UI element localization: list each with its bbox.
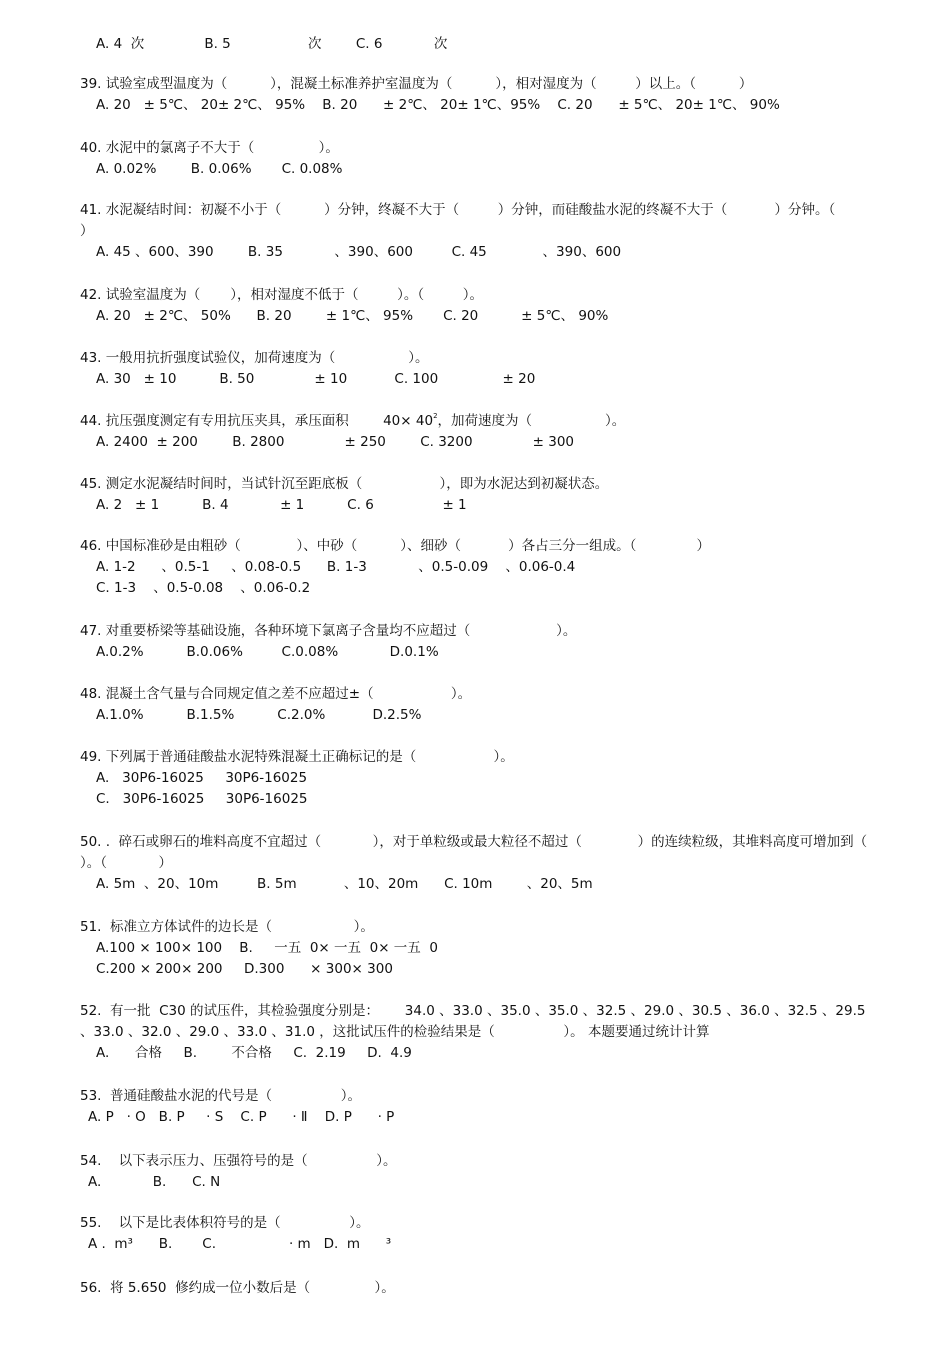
answer-options: A. P · O B. P · S C. P · Ⅱ D. P · P <box>88 1109 395 1125</box>
answer-options: C. 30P6-16025 30P6-16025 <box>96 791 308 807</box>
question-stem <box>80 474 880 495</box>
answer-options: A. 合格 B. 不合格 C. 2.19 D. 4.9 <box>96 1045 412 1061</box>
answer-options: A.100 × 100× 100 B. 一五 0× 一五 0× 一五 0 <box>96 940 438 956</box>
question-q53 <box>80 1086 880 1128</box>
question-stem <box>80 285 880 306</box>
stem-text: 51. 标准立方体试件的边长是（ ）。 <box>80 919 374 935</box>
answer-options: A.1.0% B.1.5% C.2.0% D.2.5% <box>96 707 422 723</box>
question-q43 <box>80 348 880 390</box>
answer-options: A. 5m 、20、10m B. 5m 、10、20m C. 10m 、20、5m <box>96 876 593 892</box>
stem-text: 56. 将 5.650 修约成一位小数后是（ ）。 <box>80 1280 395 1296</box>
stem-text: 41. 水泥凝结时间：初凝不小于（ ）分钟，终凝不大于（ ）分钟，而硅酸盐水泥的终凝不大于（ ）分钟。（ ） <box>80 202 887 239</box>
stem-text: 52. 有一批 C30 的试压件，其检验强度分别是： 34.0 、33.0 、35.0 、35.0 、32.5 、29.0 、30.5 、36.0 、32.5 、29.5 、33.0 、32.0 、29.0 、33.0 、31.0 ，这批试压件的检验结果是（ ）。 本题要通过统计计算 <box>80 1003 870 1040</box>
stem-text: 46. 中国标准砂是由粗砂（ ）、中砂（ ）、细砂（ ）各占三分一组成。（ ） <box>80 538 710 554</box>
question-q40 <box>80 138 880 180</box>
answer-options: A. 0.02% B. 0.06% C. 0.08% <box>96 161 343 177</box>
answer-options: A. 30 ± 10 B. 50 ± 10 C. 100 ± 20 <box>96 371 536 387</box>
answer-options: A. 45 、600、390 B. 35 、390、600 C. 45 、390、600 <box>96 244 622 260</box>
stem-text: 48. 混凝土含气量与合同规定值之差不应超过±（ ）。 <box>80 686 472 702</box>
stem-text: 55. 以下是比表体积符号的是（ ）。 <box>80 1215 370 1231</box>
stem-text: 53. 普通硅酸盐水泥的代号是（ ）。 <box>80 1088 361 1104</box>
question-stem <box>80 684 880 705</box>
question-stem <box>80 1278 880 1299</box>
question-stem <box>80 74 880 95</box>
question-stem <box>80 747 880 768</box>
question-q42 <box>80 285 880 327</box>
answer-options: A. 4 次 B. 5 次 C. 6 次 <box>96 36 448 52</box>
stem-text: 43. 一般用抗折强度试验仪，加荷速度为（ ）。 <box>80 350 429 366</box>
question-q46 <box>80 536 880 599</box>
question-q54 <box>80 1151 880 1193</box>
stem-text: 40. 水泥中的氯离子不大于（ ）。 <box>80 140 339 156</box>
question-q44 <box>80 411 880 453</box>
question-q45 <box>80 474 880 516</box>
question-stem <box>80 411 880 432</box>
question-q51 <box>80 917 880 980</box>
question-q50 <box>80 832 915 895</box>
answer-options: C.200 × 200× 200 D.300 × 300× 300 <box>96 961 393 977</box>
question-q39 <box>80 74 880 116</box>
stem-text: 44. 抗压强度测定有专用抗压夹具，承压面积 40× 40 <box>80 413 434 429</box>
question-stem <box>80 138 880 159</box>
answer-options: A. 1-2 、0.5-1 、0.08-0.5 B. 1-3 、0.5-0.09 、0.06-0.4 <box>96 559 576 575</box>
stem-text: 47. 对重要桥梁等基础设施，各种环境下氯离子含量均不应超过（ ）。 <box>80 623 577 639</box>
answer-options: A. 30P6-16025 30P6-16025 <box>96 770 308 786</box>
answer-options: A. 2 ± 1 B. 4 ± 1 C. 6 ± 1 <box>96 497 467 513</box>
question-stem <box>80 536 880 557</box>
question-stem <box>80 1151 880 1172</box>
stem-text: 42. 试验室温度为（ ），相对湿度不低于（ ）。（ ）。 <box>80 287 484 303</box>
answer-options: C. 1-3 、0.5-0.08 、0.06-0.2 <box>96 580 311 596</box>
question-q56 <box>80 1278 880 1299</box>
answer-options: A . m³ B. C. · m D. m ³ <box>88 1236 392 1252</box>
superscript: 2 <box>433 412 438 420</box>
question-stem <box>80 832 915 874</box>
answer-options: A. 20 ± 2℃、 50% B. 20 ± 1℃、 95% C. 20 ± 5℃、 90% <box>96 308 609 324</box>
question-stem <box>80 1086 880 1107</box>
question-stem <box>80 1001 880 1043</box>
stem-text: 39. 试验室成型温度为（ ），混凝土标准养护室温度为（ ），相对湿度为（ ）以上。（ ） <box>80 76 753 92</box>
answer-options: A. 2400 ± 200 B. 2800 ± 250 C. 3200 ± 300 <box>96 434 575 450</box>
question-stem <box>80 917 880 938</box>
question-q55 <box>80 1213 880 1255</box>
answer-options: A. 20 ± 5℃、 20± 2℃、 95% B. 20 ± 2℃、 20± 1℃、95% C. 20 ± 5℃、 20± 1℃、 90% <box>96 97 780 113</box>
stem-text: 54. 以下表示压力、压强符号的是（ ）。 <box>80 1153 397 1169</box>
answer-options: A. B. C. N <box>88 1174 221 1190</box>
question-q47 <box>80 621 880 663</box>
answer-options: A.0.2% B.0.06% C.0.08% D.0.1% <box>96 644 439 660</box>
stem-text: 49. 下列属于普通硅酸盐水泥特殊混凝土正确标记的是（ ）。 <box>80 749 514 765</box>
question-q41 <box>80 200 887 263</box>
question-stem <box>80 621 880 642</box>
question-q52 <box>80 1001 880 1064</box>
question-q48 <box>80 684 880 726</box>
question-stem <box>80 348 880 369</box>
question-stem <box>80 200 887 242</box>
stem-text: 45. 测定水泥凝结时间时，当试针沉至距底板（ ），即为水泥达到初凝状态。 <box>80 476 609 492</box>
stem-text-tail: ，加荷速度为（ ）。 <box>437 413 626 429</box>
question-stem <box>80 1213 880 1234</box>
question-q49 <box>80 747 880 810</box>
stem-text: 50. . 碎石或卵石的堆料高度不宜超过（ ），对于单粒级或最大粒径不超过（ ）的连续粒级，其堆料高度可增加到（ ）。（ ） <box>80 834 915 871</box>
question-q38 <box>80 34 880 55</box>
